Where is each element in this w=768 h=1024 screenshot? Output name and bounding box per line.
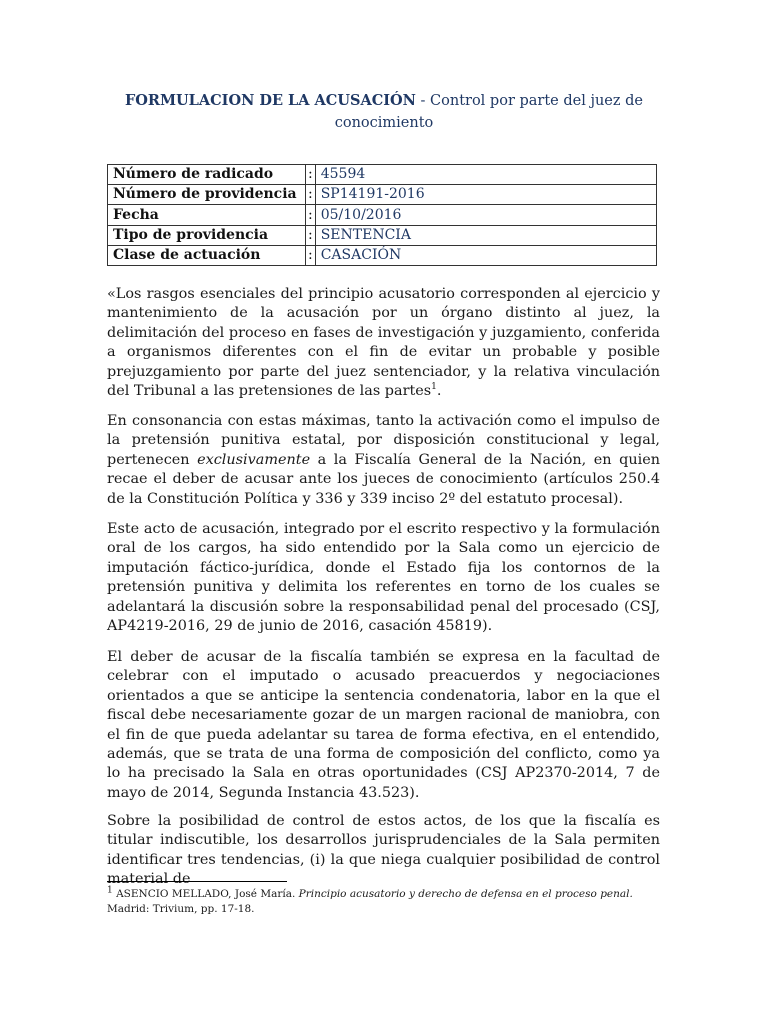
footnote-work: Principio acusatorio y derecho de defensa en el proceso penal. [298,888,633,900]
table-row [108,165,657,185]
row-key: Tipo de providencia [108,226,306,246]
row-value: SENTENCIA [315,226,656,246]
footnote-author: ASENCIO MELLADO, José María. [112,888,299,900]
title-separator: - [415,93,431,109]
paragraph-5: Sobre la posibilidad de control de estos actos, de los que la fiscalía es titular indiscutible, los desarrollos jurisprudenciales de la Sala permiten identificar tres tendencias, (i) la que niega cualquier posibilidad de control material de [107,813,660,888]
table-row [108,185,657,205]
row-colon: : [306,226,316,246]
paragraph-3: Este acto de acusación, integrado por el escrito respectivo y la formulación oral de los cargos, ha sido entendido por la Sala como un ejercicio de imputación fáctico-jurídica, donde el Estado fija los contornos de la pretensión punitiva y delimita los referentes en torno de los cuales se adelantará la discusión sobre la responsabilidad penal del procesado (CSJ, AP4219-2016, 29 de junio de 2016, casación 45819). [107,521,660,635]
title-subtitle: Control por parte del juez de conocimiento [334,93,643,131]
row-key: Número de radicado [108,165,306,185]
title-bold: FORMULACION DE LA ACUSACIÓN [125,92,416,109]
paragraph-4: El deber de acusar de la fiscalía también se expresa en la facultad de celebrar con el imputado o acusado preacuerdos y negociaciones orientados a que se anticipe la sentencia condenatoria, labor en la que el fiscal debe necesariamente gozar de un margen racional de maniobra, con el fin de que pueda adelantar su tarea de forma efectiva, en el entendido, además, que se trata de una forma de composición del conflicto, como ya lo ha precisado la Sala en otras oportunidades (CSJ AP2370-2014, 7 de mayo de 2014, Segunda Instancia 43.523). [107,649,660,801]
paragraph-2-text-b: a la Fiscalía General de la Nación, en quien recae el deber de acusar ante los jueces de conocimiento (artículos 250.4 de la Constitución Política y 336 y 339 inciso 2º del estatuto procesal). [107,451,660,507]
row-value: 05/10/2016 [315,205,656,226]
row-colon: : [306,246,316,266]
footnote-number: 1 [107,885,113,896]
row-colon: : [306,185,316,205]
paragraph-2-emphasis: exclusivamente [197,451,311,468]
row-value: SP14191-2016 [315,185,656,205]
document-title [108,90,660,134]
footnote-publisher: Madrid: Trivium, pp. 17-18. [107,903,255,915]
row-key: Fecha [108,205,306,226]
footnote-ref[interactable]: 1 [431,382,437,393]
row-key: Clase de actuación [108,246,306,266]
row-colon: : [306,165,316,185]
table-row [108,205,657,226]
paragraph-1 [107,285,660,401]
table-row [108,226,657,246]
paragraph-2 [107,412,660,509]
row-value: 45594 [315,165,656,185]
paragraph-2-text-a: En consonancia con estas máximas, tanto la activación como el impulso de la pretensión punitiva estatal, por disposición constitucional y legal, pertenecen [107,413,660,468]
row-colon: : [306,205,316,226]
footnote-divider [107,881,287,882]
case-metadata-table [107,164,657,266]
paragraph-1-text: «Los rasgos esenciales del principio acusatorio corresponden al ejercicio y mantenimiento de la acusación por un órgano distinto al juez, la delimitación del proceso en fases de investigación y juzgamiento, conferida a organismos diferentes con el fin de evitar un probable y posible prejuzgamiento por parte del juez sentenciador, y la relativa vinculación del Tribunal a las pretensiones de las partes [107,286,660,400]
table-row [108,246,657,266]
footnote [107,887,662,917]
row-value: CASACIÓN [315,246,656,266]
paragraph-1-end: . [436,383,442,400]
row-key: Número de providencia [108,185,306,205]
